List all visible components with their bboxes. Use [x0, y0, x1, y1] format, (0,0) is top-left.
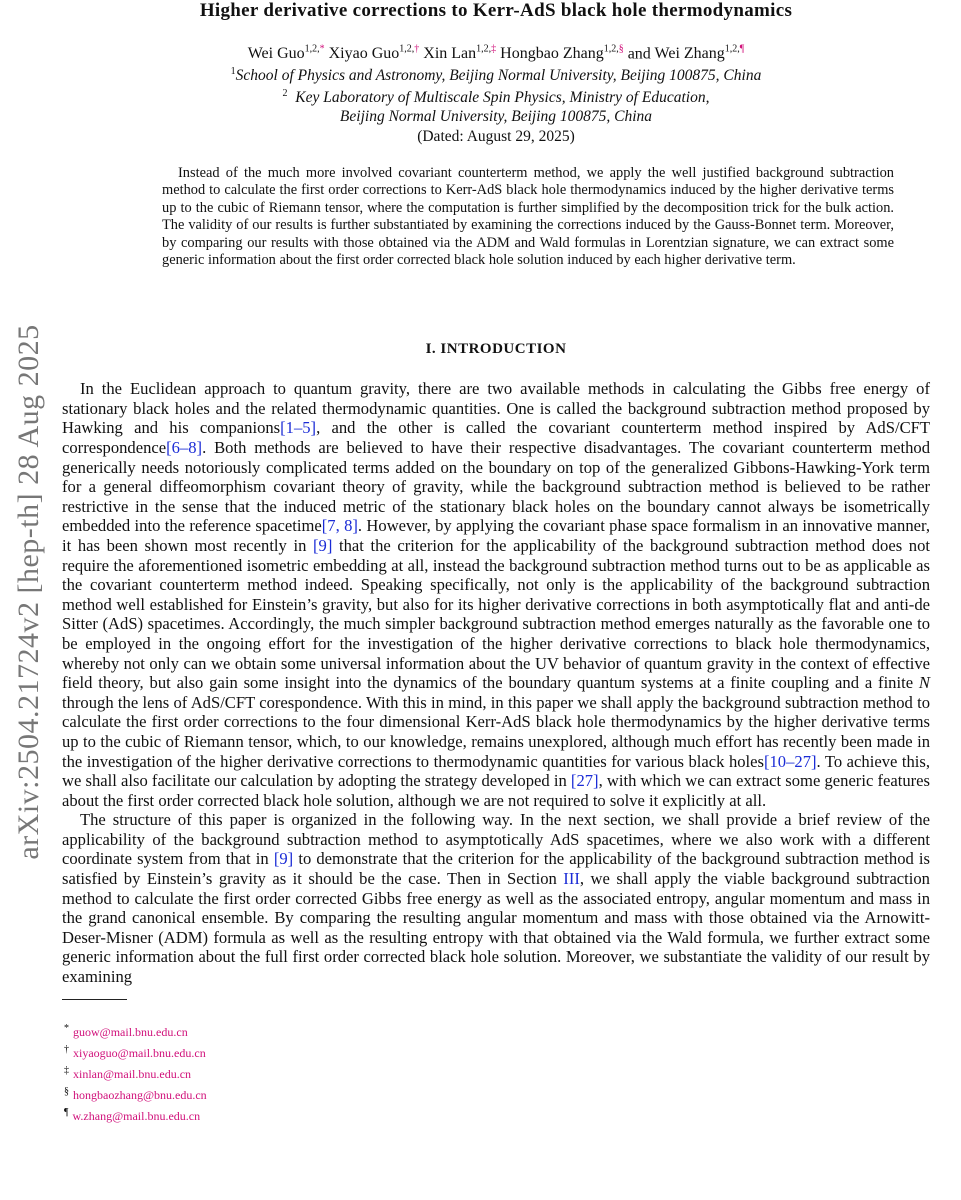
footnotes: [62, 1020, 930, 1125]
arxiv-stamp: [4, 292, 54, 892]
text-run: , we shall apply the viable background subtraction method to calculate the first order corrected Gibbs free energy as well as the associated entropy, angular momentum and mass in the grand canonical ensemble. By comparing the resulting angular momentum and mass with those obtained via the Arnowitt-Deser-Misner (ADM) formula as well as the resulting entropy with that obtained via the Wald formula, we further extract some generic information about the full first order corrected black hole solution. Moreover, we substantiate the validity of our result by examining: [62, 869, 930, 987]
author-2: Xiyao Guo$^{1,2,\dagger}$: [328, 44, 420, 63]
citation-link[interactable]: [27]: [570, 771, 599, 791]
author-5: Wei Zhang$^{1,2,\P}$: [654, 44, 745, 63]
abstract: Instead of the much more involved covariant counterterm method, we apply the well justified background subtraction method to calculate the first order corrections to Kerr-AdS black hole thermodynamics induced by the higher derivative terms up to the cubic of Riemann tensor, where the computation is further simplified by the decomposition trick for the bulk action. The validity of our results is further substantiated by examining the corrections induced by the Gauss-Bonnet term. Moreover, by comparing our results with those obtained via the ADM and Wald formulas in Lorentzian signature, we can extract some generic information about the first order corrected black hole solution induced by each higher derivative term.: [162, 164, 894, 269]
footnote-mark[interactable]: *: [319, 44, 325, 55]
email-link[interactable]: xiyaoguo@mail.bnu.edu.cn: [73, 1045, 206, 1060]
email-link[interactable]: xinlan@mail.bnu.edu.cn: [73, 1066, 192, 1081]
text-run: The structure of this paper is organized in the following way. In the next section, we shall provide a brief review of the applicability of the background subtraction method to asymptotically AdS spacetimes, where we also work with a different coordinate system from that in: [62, 810, 930, 869]
citation-link[interactable]: III: [563, 869, 580, 889]
citation-link[interactable]: [10–27]: [763, 751, 817, 771]
text-run: , and the other is called the covariant counterterm method inspired by AdS/CFT correspondence: [62, 418, 931, 458]
text-run: . To achieve this, we shall also facilitate our calculation by adopting the strategy developed in: [62, 751, 930, 791]
footnote-mark: ¶: [64, 1106, 69, 1118]
footnote-item: [62, 1083, 930, 1104]
body-paragraph: [62, 810, 930, 986]
text-run: In the Euclidean approach to quantum gravity, there are two available methods in calculating the Gibbs free energy of stationary black holes and the related thermodynamic quantities. One is called the background subtraction method proposed by Hawking and his companions: [62, 379, 930, 438]
email-link[interactable]: guow@mail.bnu.edu.cn: [73, 1024, 188, 1039]
affiliation-1: $^1$School of Physics and Astronomy, Beijing Normal University, Beijing 100875, China: [230, 66, 762, 85]
math-symbol: N: [918, 673, 930, 693]
affiliation-2: $^2$ Key Laboratory of Multiscale Spin Physics, Ministry of Education,: [282, 88, 710, 107]
text-run: that the criterion for the applicability of the background subtraction method does not require the aforementioned isometric embedding at all, instead the background subtraction method turns out to be as applicable as the covariant counterterm method indeed. Speaking specifically, not only is the applicability of the background subtraction method well established for Einstein’s gravity, but also for its higher derivative corrections in both asymptotically flat and anti-de Sitter (AdS) spacetimes. Accordingly, the much simpler background subtraction method emerges naturally as the favorable one to be employed in the ongoing effort for the investigation of the higher derivative corrections to black hole thermodynamics, whereby not only can we obtain some universal information about the UV behavior of quantum gravity in the context of effective field theory, but also gain some insight into the dynamics of the boundary quantum systems at a finite coupling and a finite: [62, 535, 930, 693]
paper-page: [62, 0, 930, 1125]
author-3: Xin Lan$^{1,2,\ddagger}$: [423, 44, 497, 63]
paper-title: Higher derivative corrections to Kerr-AdS black hole thermodynamics: [199, 0, 793, 21]
email-link[interactable]: hongbaozhang@bnu.edu.cn: [73, 1087, 207, 1102]
text-run: to demonstrate that the criterion for the applicability of the background subtraction method is satisfied by Einstein’s gravity as it should be the case. Then in Section: [62, 849, 930, 889]
date-line: (Dated: August 29, 2025): [417, 127, 575, 145]
author-list: [62, 40, 930, 63]
footnote-rule: [62, 999, 127, 1000]
footnote-mark[interactable]: ¶: [739, 44, 745, 55]
footnote-mark[interactable]: †: [414, 44, 420, 55]
citation-link[interactable]: [9]: [313, 535, 333, 555]
footnote-mark: *: [64, 1022, 69, 1034]
arxiv-stamp-text: arXiv:2504.21724v2 [hep-th] 28 Aug 2025: [12, 324, 45, 860]
footnote-mark[interactable]: ‡: [491, 44, 497, 55]
footnote-mark: †: [64, 1043, 69, 1055]
email-link[interactable]: w.zhang@mail.bnu.edu.cn: [72, 1108, 201, 1123]
author-conjunction: and: [627, 45, 651, 63]
author-4: Hongbao Zhang$^{1,2,\S}$: [500, 44, 624, 63]
footnote-mark: ‡: [64, 1064, 69, 1076]
section-heading: I. INTRODUCTION: [425, 340, 567, 357]
text-run: . However, by applying the covariant phase space formalism in an innovative manner, it has been shown most recently in: [62, 516, 930, 555]
footnote-item: [62, 1062, 930, 1083]
text-run: through the lens of AdS/CFT corespondence. With this in mind, in this paper we shall apply the background subtraction method to calculate the first order corrections to the four dimensional Kerr-AdS black hole thermodynamics by the higher derivative terms up to the cubic of Riemann tensor, which, to our knowledge, remains unexplored, although much effort has recently been made in the investigation of the higher derivative corrections to thermodynamic quantities for various black holes: [62, 692, 930, 771]
footnote-item: [62, 1041, 930, 1062]
body-paragraph: [62, 379, 930, 810]
footnote-item: [62, 1104, 930, 1125]
citation-link[interactable]: [9]: [273, 849, 294, 869]
author-1: Wei Guo$^{1,2,*}$: [247, 44, 325, 63]
footnote-mark[interactable]: §: [618, 44, 624, 55]
footnote-item: [62, 1020, 930, 1041]
citation-link[interactable]: [7, 8]: [321, 516, 358, 536]
affiliation-2-line2: Beijing Normal University, Beijing 100875, China: [339, 107, 653, 125]
citation-link[interactable]: [6–8]: [166, 438, 203, 458]
text-run: , with which we can extract some generic features about the first order corrected black hole solution, although we are not required to solve it explicitly at all.: [62, 771, 930, 810]
footnote-mark: §: [64, 1085, 69, 1097]
text-run: . Both methods are believed to have their respective disadvantages. The covariant counterterm method generically needs notoriously complicated terms added on the boundary on top of the generalized Gibbons-Hawking-York term for a general diffeomorphism covariant theory of gravity, while the background subtraction method is believed to be rather restrictive in the sense that the induced metric of the stationary black holes on the boundary cannot always be isometrically embedded into the reference spacetime: [62, 438, 930, 536]
citation-link[interactable]: [1–5]: [280, 418, 317, 438]
